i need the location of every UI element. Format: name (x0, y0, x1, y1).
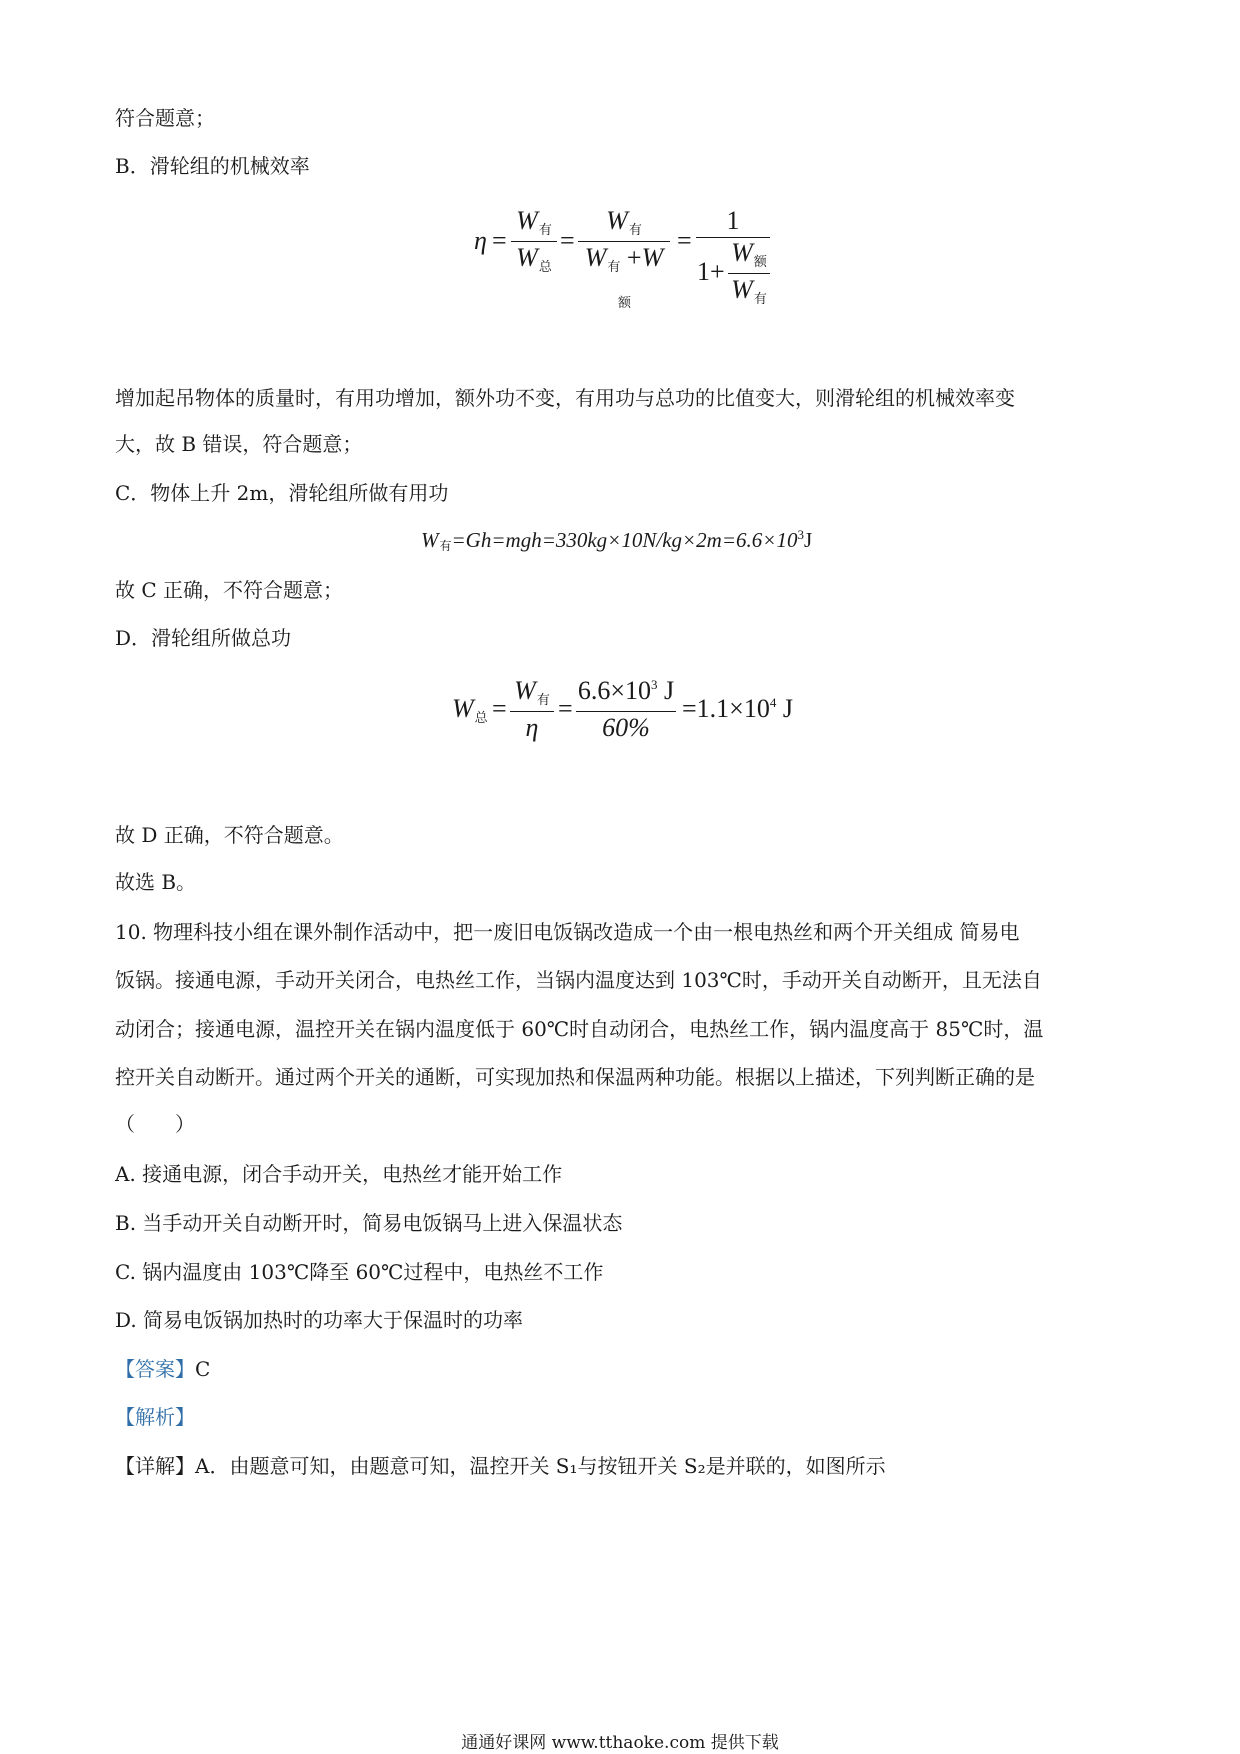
equals-sign: = (558, 694, 573, 723)
text-line: 故选 B。 (115, 870, 197, 894)
detail-text: 【详解】A．由题意可知，由题意可知，温控开关 S₁与按钮开关 S₂是并联的，如图所示 (115, 1454, 886, 1478)
text-line: 大，故 B 错误，符合题意； (115, 432, 363, 456)
one-plus: 1+ (697, 257, 725, 286)
equals-sign: = (677, 226, 692, 255)
useful-work-equation: W有$=Gh=mgh=330kg\times 10N/kg\times 2m=6.6\times 10^3J$ (421, 527, 813, 553)
text-line: 故 D 正确，不符合题意。 (115, 823, 344, 847)
question-text: 动闭合；接通电源，温控开关在锅内温度低于 60℃时自动闭合，电热丝工作，锅内温度高于 85℃时，温 (115, 1017, 1044, 1041)
text-line: C．物体上升 2m，滑轮组所做有用功 (115, 481, 449, 505)
fraction: W有 η (510, 675, 554, 744)
question-text: 饭锅。接通电源，手动开关闭合，电热丝工作，当锅内温度达到 103℃时，手动开关自动断开，且无法自 (115, 968, 1042, 992)
text-line: 故 C 正确，不符合题意； (115, 578, 344, 602)
answer-value: C (195, 1357, 211, 1381)
question-text: 控开关自动断开。通过两个开关的通断，可实现加热和保温两种功能。根据以上描述，下列判断正确的是 (115, 1065, 1035, 1089)
eta-symbol: η (474, 226, 487, 255)
footer-text: 通通好课网 www.tthaoke.com 提供下载 (461, 1733, 779, 1753)
answer-line (115, 1355, 210, 1383)
fraction: W额 W有 (728, 237, 770, 310)
equals-sign: = (492, 694, 507, 723)
analysis-label: 【解析】 (115, 1405, 195, 1429)
question-bracket: （ ） (115, 1112, 195, 1136)
option-a: A. 接通电源，闭合手动开关，电热丝才能开始工作 (115, 1162, 563, 1186)
text-line: B．滑轮组的机械效率 (115, 154, 310, 178)
fraction: W有 W有 +W额 (578, 205, 670, 314)
option-c: C. 锅内温度由 103℃降至 60℃过程中，电热丝不工作 (115, 1260, 604, 1284)
option-d: D. 简易电饭锅加热时的功率大于保温时的功率 (115, 1308, 524, 1332)
text-line: 增加起吊物体的质量时，有用功增加，额外功不变，有用功与总功的比值变大，则滑轮组的机械效率变 (115, 386, 1015, 410)
fraction: $6.6\times 10^3$ J 60% (577, 676, 675, 742)
equals-sign: = (560, 226, 575, 255)
answer-label: 【答案】 (115, 1357, 195, 1381)
text-line: 符合题意； (115, 106, 215, 130)
equals-sign: = (492, 226, 507, 255)
text-line: D．滑轮组所做总功 (115, 626, 292, 650)
fraction: 1 (696, 205, 770, 238)
question-text: 10. 物理科技小组在课外制作活动中，把一废旧电饭锅改造成一个由一根电热丝和两个开关组成 简易电 (115, 920, 1020, 944)
option-b: B. 当手动开关自动断开时，简易电饭锅马上进入保温状态 (115, 1211, 623, 1235)
fraction: W有 W总 (511, 205, 557, 278)
